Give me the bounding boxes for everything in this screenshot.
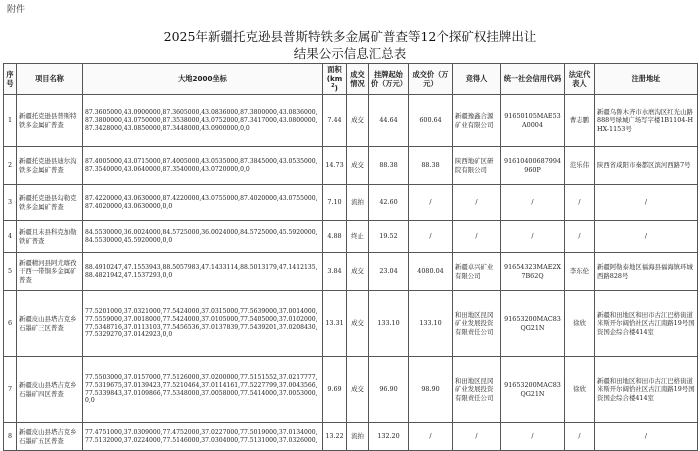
cell-status: 成交 [347, 147, 369, 185]
cell-address: 新疆和田地区和田市古江巴格街道米斯开尔阔恰社区古江南路19号国资国企综合楼414室 [595, 291, 698, 357]
cell-credit-code: / [501, 221, 565, 253]
cell-deal-price: / [409, 423, 453, 451]
cell-bidder: 和田地区昆冈矿业发展投资有限责任公司 [453, 291, 501, 357]
cell-address: / [595, 423, 698, 451]
cell-address: 陕西省咸阳市秦都区滨河西路7号 [595, 147, 698, 185]
cell-legal-rep: 范乐伟 [565, 147, 595, 185]
cell-no: 5 [4, 253, 17, 291]
cell-status: 成交 [347, 95, 369, 147]
cell-start-price: 19.52 [369, 221, 409, 253]
table-row [4, 423, 698, 451]
cell-credit-code: 91650105MAE53A0004 [501, 95, 565, 147]
cell-area: 13.31 [323, 291, 347, 357]
table-row [4, 185, 698, 221]
cell-area: 13.22 [323, 423, 347, 451]
cell-start-price: 133.10 [369, 291, 409, 357]
cell-status: 流拍 [347, 185, 369, 221]
cell-legal-rep: / [565, 423, 595, 451]
cell-address: 新疆和田地区和田市古江巴格街道米斯开尔阔恰社区古江南路19号国资国企综合楼414室 [595, 357, 698, 423]
document-subtitle: 结果公示信息汇总表 [293, 46, 407, 61]
cell-coords: 88.4910247,47.1553943,88.5057983,47.1433114,88.5013179,47.1412135, 88.4821942,47.1537293,0,0 [83, 253, 323, 291]
cell-legal-rep: 徐欣 [565, 357, 595, 423]
cell-deal-price: 133.10 [409, 291, 453, 357]
header-legal-rep: 法定代表人 [565, 64, 595, 95]
cell-coords: 87.4005000,43.0715000,87.4005000,43.0535000,87.3845000,43.0535000, 87.3540000,43.0640000,87.3540000,43.0720000,0,0 [83, 147, 323, 185]
cell-deal-price: 98.90 [409, 357, 453, 423]
cell-name: 新疆且末县科克加勒铁矿普查 [17, 221, 83, 253]
cell-bidder: / [453, 221, 501, 253]
cell-coords: 77.5503000,37.0157000,77.5126000,37.0200000,77.5151552,37.0217777, 77.5319675,37.0139423,77.5210464,37.0114161,77.5227799,37.0043566, 77.5339843,37.0109866,77.5348000,37.0058000,77.5414000,37.0053000,0,0 [83, 357, 323, 423]
header-deal-price: 成交价（万元） [409, 64, 453, 95]
cell-area: 3.84 [323, 253, 347, 291]
cell-credit-code: 91610400687994960P [501, 147, 565, 185]
cell-start-price: 42.60 [369, 185, 409, 221]
cell-name: 新疆皮山县塔吉克乡石墨矿五区普查 [17, 423, 83, 451]
header-status: 成交情况 [347, 64, 369, 95]
cell-start-price: 23.04 [369, 253, 409, 291]
cell-no: 7 [4, 357, 17, 423]
header-address: 注册地址 [595, 64, 698, 95]
cell-coords: 77.4751000,37.0309000,77.4752000,37.0227000,77.5019000,37.0134000, 77.5132000,37.0224000,77.5146000,37.0304000,77.5131000,37.0326000, [83, 423, 323, 451]
cell-credit-code: / [501, 185, 565, 221]
cell-start-price: 96.90 [369, 357, 409, 423]
cell-credit-code: 91654323MAE2X7B62Q [501, 253, 565, 291]
table-row [4, 221, 698, 253]
cell-status: 成交 [347, 291, 369, 357]
cell-no: 3 [4, 185, 17, 221]
cell-bidder: 陕西地矿区研院有限公司 [453, 147, 501, 185]
cell-deal-price: 88.38 [409, 147, 453, 185]
table-row [4, 95, 698, 147]
header-coords: 大地2000坐标 [83, 64, 323, 95]
cell-coords: 87.3605000,43.0900000,87.3605000,43.0836000,87.3800000,43.0836000, 87.3800000,43.0750000,87.3538000,43.0752000,87.3417000,43.0800000, 87.3428000,43.0850000,87.3448000,43.0900000,0,0 [83, 95, 323, 147]
attachment-label: 附件 [7, 5, 26, 15]
header-no: 序号 [4, 64, 17, 95]
cell-bidder: 新疆豫鑫合源矿业有限公司 [453, 95, 501, 147]
cell-credit-code: 91653200MAC83QG21N [501, 357, 565, 423]
cell-coords: 87.4220000,43.0630000,87.4220000,43.0755000,87.4020000,43.0755000, 87.4020000,43.0630000,0,0 [83, 185, 323, 221]
header-area: 面积 $(km^2)$ [323, 64, 347, 95]
cell-area: 14.73 [323, 147, 347, 185]
cell-deal-price: / [409, 221, 453, 253]
document-title: 2025年新疆托克逊县普斯特铁多金属矿普查等12个探矿权挂牌出让 [163, 29, 537, 44]
header-bidder: 竞得人 [453, 64, 501, 95]
cell-deal-price: 600.64 [409, 95, 453, 147]
cell-no: 8 [4, 423, 17, 451]
header-name: 项目名称 [17, 64, 83, 95]
cell-name: 新疆托克逊县迪尔沟铁多金属矿普查 [17, 147, 83, 185]
cell-deal-price: / [409, 185, 453, 221]
cell-area: 7.44 [323, 95, 347, 147]
cell-coords: 84.5530000,36.0024000,84.5725000,36.0024000,84.5725000,45.5920000, 84.5530000,45.5920000,0,0 [83, 221, 323, 253]
cell-area: 9.69 [323, 357, 347, 423]
cell-address: / [595, 221, 698, 253]
cell-address: / [595, 185, 698, 221]
cell-status: 成交 [347, 253, 369, 291]
cell-name: 新疆托克逊县勾勒克铁多金属矿普查 [17, 185, 83, 221]
cell-legal-rep: 李东伦 [565, 253, 595, 291]
cell-name: 新疆精河县阿尤喀孜干西一带铜多金属矿普查 [17, 253, 83, 291]
table-row [4, 147, 698, 185]
cell-status: 成交 [347, 357, 369, 423]
header-row [4, 64, 698, 95]
cell-deal-price: 4080.04 [409, 253, 453, 291]
cell-status: 流拍 [347, 423, 369, 451]
cell-status: 终止 [347, 221, 369, 253]
cell-legal-rep: 曹志鹏 [565, 95, 595, 147]
cell-start-price: 44.64 [369, 95, 409, 147]
cell-name: 新疆皮山县塔吉克乡石墨矿四区普查 [17, 357, 83, 423]
table-row [4, 291, 698, 357]
cell-credit-code: 91653200MAC83QG21N [501, 291, 565, 357]
cell-legal-rep: / [565, 221, 595, 253]
header-credit-code: 统一社会信用代码 [501, 64, 565, 95]
cell-start-price: 88.38 [369, 147, 409, 185]
cell-no: 4 [4, 221, 17, 253]
cell-area: 7.10 [323, 185, 347, 221]
table-row [4, 357, 698, 423]
header-start-price: 挂牌起始价（万元） [369, 64, 409, 95]
summary-table [3, 63, 698, 451]
cell-bidder: / [453, 185, 501, 221]
cell-address: 新疆乌鲁木齐市水磨沟区红光山路888号绿城广场写字楼1B1104-HHX-1153号 [595, 95, 698, 147]
cell-coords: 77.5201000,37.0321000,77.5424000,37.0315000,77.5639000,37.0014000, 77.5559000,37.0018000,77.5424000,37.0105000,77.5405000,37.0102000, 77.5348716,37.0113103,77.5456536,37.0137839,77.5439201,37.0208430, 77.5329270,37.0142923,0,0 [83, 291, 323, 357]
cell-name: 新疆皮山县塔吉克乡石墨矿三区普查 [17, 291, 83, 357]
cell-name: 新疆托克逊县普斯特铁多金属矿普查 [17, 95, 83, 147]
cell-bidder: / [453, 423, 501, 451]
table-row [4, 253, 698, 291]
cell-legal-rep: / [565, 185, 595, 221]
cell-start-price: 132.20 [369, 423, 409, 451]
cell-no: 6 [4, 291, 17, 357]
cell-address: 新疆阿勒泰地区福海县福海镇环城西路828号 [595, 253, 698, 291]
cell-area: 4.88 [323, 221, 347, 253]
cell-no: 1 [4, 95, 17, 147]
cell-no: 2 [4, 147, 17, 185]
cell-credit-code: / [501, 423, 565, 451]
cell-legal-rep: 徐欣 [565, 291, 595, 357]
cell-bidder: 新疆卓兴矿业有限公司 [453, 253, 501, 291]
cell-bidder: 和田地区昆冈矿业发展投资有限责任公司 [453, 357, 501, 423]
